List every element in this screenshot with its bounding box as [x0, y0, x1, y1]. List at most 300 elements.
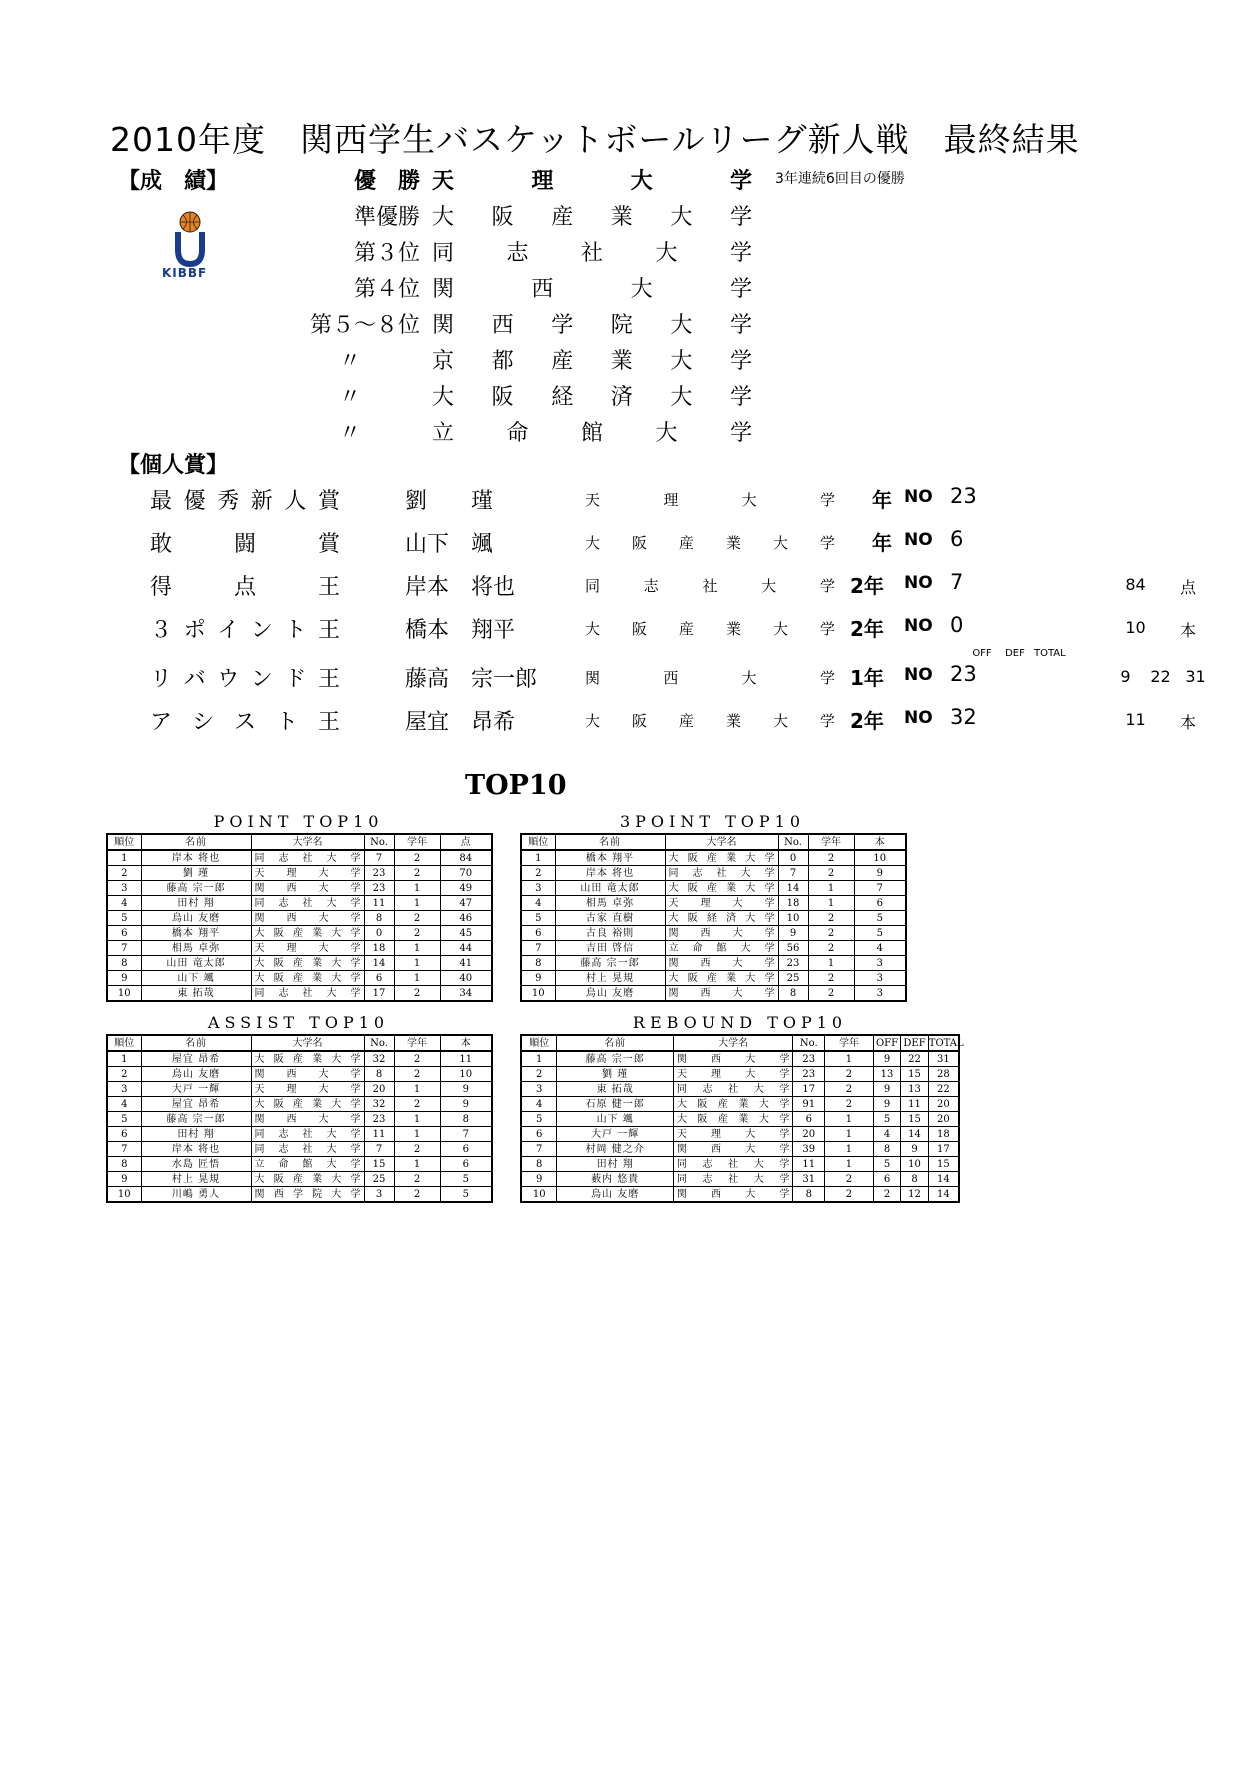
table-cell: 岸本 将也 — [555, 866, 665, 881]
table-cell: 劉 瑾 — [557, 1067, 673, 1082]
awards-header: 【個人賞】 — [118, 453, 229, 478]
table-cell: 3 — [854, 971, 906, 986]
table-cell: 2 — [825, 1172, 874, 1187]
table-row — [521, 866, 906, 881]
table-cell: 5 — [107, 911, 141, 926]
kibbf-logo — [160, 206, 220, 284]
award-stat-value: 10 — [1125, 618, 1146, 637]
table-row — [521, 956, 906, 971]
award-player: 山下 颯 — [405, 532, 494, 557]
table-cell: 東 拓哉 — [141, 986, 251, 1002]
table-row — [521, 1051, 959, 1067]
table-cell: 91 — [793, 1097, 825, 1112]
table-row — [521, 1172, 959, 1187]
table-cell: 岸本 将也 — [141, 1142, 251, 1157]
table-cell: 関西大学 — [673, 1187, 793, 1203]
table-row — [107, 1067, 492, 1082]
table-cell: 川嶋 勇人 — [141, 1187, 251, 1203]
table-cell: 5 — [854, 926, 906, 941]
table-header-cell: 名前 — [141, 1035, 251, 1051]
table-row — [107, 1127, 492, 1142]
table-row — [521, 1157, 959, 1172]
table-cell: 山田 竜太郎 — [141, 956, 251, 971]
table-header-cell: 学年 — [825, 1035, 874, 1051]
table-row — [107, 1082, 492, 1097]
table-header-cell: 点 — [440, 834, 492, 850]
table-cell: 関西大学 — [665, 986, 778, 1002]
table-cell: 28 — [928, 1067, 959, 1082]
table-cell: 烏山 友磨 — [557, 1187, 673, 1203]
table-cell: 田村 翔 — [141, 1127, 251, 1142]
rebound-stat-header: OFF — [972, 648, 992, 659]
award-row — [150, 613, 1197, 643]
table-cell: 東 拓哉 — [557, 1082, 673, 1097]
result-rank: 第３位 — [353, 241, 420, 266]
table-cell: 23 — [364, 866, 394, 881]
table-cell: 2 — [825, 1187, 874, 1203]
table-cell: 6 — [854, 896, 906, 911]
table-header-cell: No. — [793, 1035, 825, 1051]
table-cell: 56 — [778, 941, 808, 956]
result-rank: 〃 — [338, 385, 361, 410]
table-cell: 関西大学 — [665, 956, 778, 971]
award-name: ア シ ス ト 王 — [150, 710, 340, 735]
table-cell: 2 — [808, 986, 854, 1002]
table-header-cell: 順位 — [521, 834, 555, 850]
result-university: 立 命 館 大 学 — [432, 421, 752, 446]
threepoint-top10-table — [520, 833, 907, 1002]
champion-note: 3年連続6回目の優勝 — [775, 171, 905, 187]
table-cell: 関西大学 — [665, 926, 778, 941]
table-row — [107, 1097, 492, 1112]
table-cell: 村上 晃規 — [555, 971, 665, 986]
result-university: 天 理 大 学 — [432, 169, 752, 194]
table-cell: 大阪産業大学 — [665, 850, 778, 866]
table-header-cell: No. — [364, 1035, 394, 1051]
table-header-cell: DEF — [901, 1035, 929, 1051]
assist-top10-table — [106, 1034, 493, 1203]
table-cell: 3 — [521, 1082, 557, 1097]
table-cell: 18 — [928, 1127, 959, 1142]
table-cell: 4 — [521, 1097, 557, 1112]
table-cell: 10 — [901, 1157, 929, 1172]
rebound-table-caption: REBOUND TOP10 — [632, 1013, 848, 1032]
table-cell: 41 — [440, 956, 492, 971]
table-cell: 7 — [107, 941, 141, 956]
table-cell: 7 — [521, 941, 555, 956]
table-cell: 20 — [928, 1097, 959, 1112]
award-year: 1年 — [850, 666, 884, 690]
table-cell: 村上 晃規 — [141, 1172, 251, 1187]
award-number: 23 — [950, 484, 977, 508]
table-header-cell: 名前 — [557, 1035, 673, 1051]
table-cell: 2 — [808, 866, 854, 881]
table-cell: 山下 颯 — [557, 1112, 673, 1127]
table-cell: 5 — [854, 911, 906, 926]
table-cell: 14 — [928, 1172, 959, 1187]
table-cell: 13 — [901, 1082, 929, 1097]
table-cell: 1 — [394, 956, 440, 971]
table-row — [107, 1112, 492, 1127]
table-cell: 屋宜 昂希 — [141, 1097, 251, 1112]
award-year: 年 — [872, 488, 892, 512]
table-cell: 田村 翔 — [557, 1157, 673, 1172]
table-cell: 大戸 一輝 — [557, 1127, 673, 1142]
table-cell: 同志社大学 — [673, 1082, 793, 1097]
table-cell: 22 — [901, 1051, 929, 1067]
table-cell: 10 — [440, 1067, 492, 1082]
table-cell: 31 — [928, 1051, 959, 1067]
result-university: 京 都 産 業 大 学 — [432, 349, 752, 374]
award-no-label: NO — [904, 665, 933, 685]
table-header-cell: 大学名 — [251, 834, 364, 850]
table-cell: 8 — [873, 1142, 901, 1157]
table-cell: 3 — [107, 881, 141, 896]
table-cell: 1 — [394, 941, 440, 956]
table-cell: 大阪産業大学 — [673, 1097, 793, 1112]
table-cell: 1 — [394, 971, 440, 986]
table-cell: 31 — [793, 1172, 825, 1187]
table-cell: 9 — [440, 1097, 492, 1112]
table-cell: 2 — [394, 926, 440, 941]
result-rank: 優 勝 — [353, 169, 420, 194]
table-cell: 1 — [394, 1082, 440, 1097]
table-cell: 関西大学 — [251, 881, 364, 896]
award-player: 屋宜 昂希 — [405, 710, 516, 735]
table-cell: 32 — [364, 1051, 394, 1067]
table-cell: 橋本 翔平 — [555, 850, 665, 866]
table-cell: 1 — [394, 1127, 440, 1142]
result-university: 関 西 学 院 大 学 — [432, 313, 752, 338]
table-row — [521, 1142, 959, 1157]
award-unit: 本 — [1180, 621, 1197, 640]
table-cell: 8 — [107, 1157, 141, 1172]
table-header-cell: No. — [364, 834, 394, 850]
table-cell: 1 — [107, 850, 141, 866]
table-row — [107, 1142, 492, 1157]
table-header-cell: No. — [778, 834, 808, 850]
table-header-row — [107, 1035, 492, 1051]
table-cell: 5 — [440, 1187, 492, 1203]
table-cell: 1 — [825, 1127, 874, 1142]
award-no-label: NO — [904, 530, 933, 550]
table-cell: 32 — [364, 1097, 394, 1112]
table-cell: 0 — [364, 926, 394, 941]
table-cell: 22 — [928, 1082, 959, 1097]
table-row — [521, 1187, 959, 1203]
table-cell: 5 — [873, 1112, 901, 1127]
table-cell: 天理大学 — [665, 896, 778, 911]
table-cell: 9 — [440, 1082, 492, 1097]
table-cell: 大阪産業大学 — [251, 956, 364, 971]
award-row — [150, 705, 1197, 735]
table-cell: 石原 健一郎 — [557, 1097, 673, 1112]
result-university: 大 阪 経 済 大 学 — [432, 385, 752, 410]
table-cell: 大戸 一輝 — [141, 1082, 251, 1097]
table-cell: 4 — [854, 941, 906, 956]
award-year: 2年 — [850, 617, 884, 641]
award-university: 大 阪 産 業 大 学 — [585, 620, 835, 638]
table-cell: 大阪産業大学 — [251, 971, 364, 986]
award-number: 0 — [950, 613, 964, 637]
logo-text: KIBBF — [162, 266, 208, 280]
table-cell: 18 — [778, 896, 808, 911]
award-name: 得 点 王 — [150, 575, 340, 600]
table-row — [521, 1097, 959, 1112]
award-stats — [1122, 710, 1157, 729]
award-university: 大 阪 産 業 大 学 — [585, 534, 835, 552]
table-cell: 11 — [364, 896, 394, 911]
table-cell: 天理大学 — [673, 1067, 793, 1082]
table-cell: 村岡 健之介 — [557, 1142, 673, 1157]
table-cell: 8 — [793, 1187, 825, 1203]
table-cell: 2 — [107, 1067, 141, 1082]
table-cell: 相馬 卓弥 — [555, 896, 665, 911]
table-header-cell: TOTAL — [928, 1035, 959, 1051]
table-cell: 10 — [854, 850, 906, 866]
table-cell: 烏山 友磨 — [141, 1067, 251, 1082]
award-number: 32 — [950, 705, 977, 729]
award-row — [150, 484, 1100, 514]
table-row — [107, 1157, 492, 1172]
table-cell: 7 — [364, 1142, 394, 1157]
table-cell: 1 — [825, 1051, 874, 1067]
table-cell: 同志社大学 — [251, 1127, 364, 1142]
table-cell: 同志社大学 — [251, 1142, 364, 1157]
table-header-row — [107, 834, 492, 850]
table-cell: 9 — [107, 971, 141, 986]
table-cell: 10 — [778, 911, 808, 926]
table-cell: 2 — [394, 1097, 440, 1112]
table-cell: 10 — [521, 1187, 557, 1203]
table-cell: 7 — [778, 866, 808, 881]
table-cell: 大阪産業大学 — [251, 1051, 364, 1067]
table-cell: 14 — [364, 956, 394, 971]
table-cell: 2 — [808, 911, 854, 926]
table-cell: 2 — [825, 1082, 874, 1097]
table-cell: 関西大学 — [673, 1142, 793, 1157]
table-cell: 9 — [521, 1172, 557, 1187]
table-cell: 47 — [440, 896, 492, 911]
table-cell: 相馬 卓弥 — [141, 941, 251, 956]
table-cell: 10 — [521, 986, 555, 1002]
table-cell: 大阪産業大学 — [251, 926, 364, 941]
table-cell: 藤高 宗一郎 — [141, 881, 251, 896]
table-cell: 古良 裕則 — [555, 926, 665, 941]
table-cell: 8 — [901, 1172, 929, 1187]
point-top10-table — [106, 833, 493, 1002]
table-cell: 関西学院大学 — [251, 1187, 364, 1203]
table-cell: 17 — [928, 1142, 959, 1157]
table-cell: 1 — [521, 1051, 557, 1067]
results-header: 【成 績】 — [118, 169, 229, 194]
table-cell: 12 — [901, 1187, 929, 1203]
top10-title: TOP10 — [465, 770, 567, 801]
table-cell: 関西大学 — [251, 911, 364, 926]
table-header-cell: 本 — [440, 1035, 492, 1051]
table-cell: 9 — [873, 1082, 901, 1097]
table-row — [521, 926, 906, 941]
table-cell: 6 — [107, 1127, 141, 1142]
table-cell: 23 — [364, 1112, 394, 1127]
table-cell: 11 — [440, 1051, 492, 1067]
award-university: 天 理 大 学 — [585, 491, 835, 509]
table-cell: 2 — [808, 971, 854, 986]
table-row — [107, 850, 492, 866]
table-cell: 6 — [364, 971, 394, 986]
table-cell: 大阪産業大学 — [673, 1112, 793, 1127]
rebound-stat-header: DEF — [1005, 648, 1025, 659]
table-cell: 劉 瑾 — [141, 866, 251, 881]
table-cell: 1 — [394, 1112, 440, 1127]
table-cell: 2 — [825, 1097, 874, 1112]
table-cell: 9 — [778, 926, 808, 941]
table-cell: 藤高 宗一郎 — [141, 1112, 251, 1127]
award-row — [150, 527, 1100, 557]
table-cell: 8 — [364, 911, 394, 926]
table-header-row — [521, 1035, 959, 1051]
table-cell: 同志社大学 — [251, 986, 364, 1002]
table-cell: 2 — [873, 1187, 901, 1203]
table-cell: 6 — [107, 926, 141, 941]
table-cell: 11 — [901, 1097, 929, 1112]
table-cell: 0 — [778, 850, 808, 866]
table-cell: 20 — [928, 1112, 959, 1127]
table-cell: 関西大学 — [673, 1051, 793, 1067]
table-cell: 2 — [107, 866, 141, 881]
table-cell: 9 — [873, 1051, 901, 1067]
table-header-cell: 大学名 — [251, 1035, 364, 1051]
table-cell: 14 — [901, 1127, 929, 1142]
table-cell: 2 — [521, 1067, 557, 1082]
table-cell: 7 — [364, 850, 394, 866]
table-cell: 15 — [901, 1112, 929, 1127]
table-cell: 40 — [440, 971, 492, 986]
award-player: 劉 瑾 — [405, 489, 494, 514]
table-cell: 25 — [364, 1172, 394, 1187]
table-cell: 天理大学 — [251, 866, 364, 881]
table-cell: 大阪産業大学 — [251, 1172, 364, 1187]
award-university: 大 阪 産 業 大 学 — [585, 712, 835, 730]
table-cell: 4 — [873, 1127, 901, 1142]
table-cell: 藤高 宗一郎 — [555, 956, 665, 971]
table-cell: 8 — [107, 956, 141, 971]
table-cell: 9 — [854, 866, 906, 881]
table-cell: 同志社大学 — [251, 850, 364, 866]
table-cell: 関西大学 — [251, 1067, 364, 1082]
award-player: 橋本 翔平 — [405, 618, 516, 643]
table-header-cell: OFF — [873, 1035, 901, 1051]
table-row — [107, 911, 492, 926]
table-header-row — [521, 834, 906, 850]
table-cell: 烏山 友磨 — [141, 911, 251, 926]
table-row — [521, 971, 906, 986]
award-no-label: NO — [904, 616, 933, 636]
table-header-cell: 名前 — [141, 834, 251, 850]
table-header-cell: 大学名 — [673, 1035, 793, 1051]
table-cell: 同志社大学 — [673, 1157, 793, 1172]
rebound-stat-headers — [968, 648, 1067, 659]
table-cell: 15 — [364, 1157, 394, 1172]
table-cell: 6 — [440, 1157, 492, 1172]
table-cell: 烏山 友磨 — [555, 986, 665, 1002]
table-cell: 2 — [394, 1187, 440, 1203]
table-header-cell: 学年 — [808, 834, 854, 850]
award-number: 6 — [950, 527, 964, 551]
table-cell: 大阪経済大学 — [665, 911, 778, 926]
table-cell: 天理大学 — [251, 941, 364, 956]
table-cell: 23 — [778, 956, 808, 971]
table-cell: 5 — [521, 1112, 557, 1127]
table-cell: 田村 翔 — [141, 896, 251, 911]
table-cell: 23 — [364, 881, 394, 896]
award-university: 同 志 社 大 学 — [585, 577, 835, 595]
award-no-label: NO — [904, 573, 933, 593]
award-year: 2年 — [850, 574, 884, 598]
table-cell: 山田 竜太郎 — [555, 881, 665, 896]
table-cell: 1 — [808, 956, 854, 971]
table-cell: 関西大学 — [251, 1112, 364, 1127]
award-unit: 本 — [1180, 713, 1197, 732]
award-year: 2年 — [850, 709, 884, 733]
table-cell: 20 — [364, 1082, 394, 1097]
table-row — [107, 941, 492, 956]
table-cell: 大阪産業大学 — [665, 881, 778, 896]
table-cell: 2 — [825, 1067, 874, 1082]
table-cell: 1 — [825, 1157, 874, 1172]
table-cell: 4 — [107, 896, 141, 911]
table-cell: 2 — [394, 1051, 440, 1067]
table-cell: 49 — [440, 881, 492, 896]
rebound-stat-header: TOTAL — [1034, 648, 1066, 659]
table-cell: 吉田 啓信 — [555, 941, 665, 956]
table-row — [107, 956, 492, 971]
table-cell: 14 — [778, 881, 808, 896]
table-cell: 20 — [793, 1127, 825, 1142]
table-cell: 8 — [440, 1112, 492, 1127]
table-row — [521, 1067, 959, 1082]
table-cell: 立命館大学 — [251, 1157, 364, 1172]
table-cell: 立命館大学 — [665, 941, 778, 956]
award-university: 関 西 大 学 — [585, 669, 835, 687]
assist-table-caption: ASSIST TOP10 — [207, 1013, 390, 1032]
table-row — [521, 986, 906, 1002]
table-header-cell: 順位 — [107, 834, 141, 850]
award-stats — [1122, 618, 1157, 637]
table-cell: 9 — [107, 1172, 141, 1187]
table-cell: 1 — [825, 1142, 874, 1157]
table-header-cell: 本 — [854, 834, 906, 850]
table-cell: 7 — [440, 1127, 492, 1142]
table-cell: 1 — [808, 896, 854, 911]
table-cell: 34 — [440, 986, 492, 1002]
table-cell: 天理大学 — [673, 1127, 793, 1142]
table-cell: 1 — [825, 1112, 874, 1127]
result-university: 大 阪 産 業 大 学 — [432, 205, 752, 230]
table-cell: 11 — [793, 1157, 825, 1172]
table-cell: 84 — [440, 850, 492, 866]
document-title: 2010年度 関西学生バスケットボールリーグ新人戦 最終結果 — [110, 120, 1080, 159]
table-cell: 25 — [778, 971, 808, 986]
table-cell: 8 — [521, 1157, 557, 1172]
result-rank: 第４位 — [353, 277, 420, 302]
table-row — [107, 896, 492, 911]
table-cell: 7 — [107, 1142, 141, 1157]
table-cell: 2 — [521, 866, 555, 881]
award-stats — [1122, 575, 1157, 594]
table-cell: 5 — [521, 911, 555, 926]
table-cell: 7 — [521, 1142, 557, 1157]
